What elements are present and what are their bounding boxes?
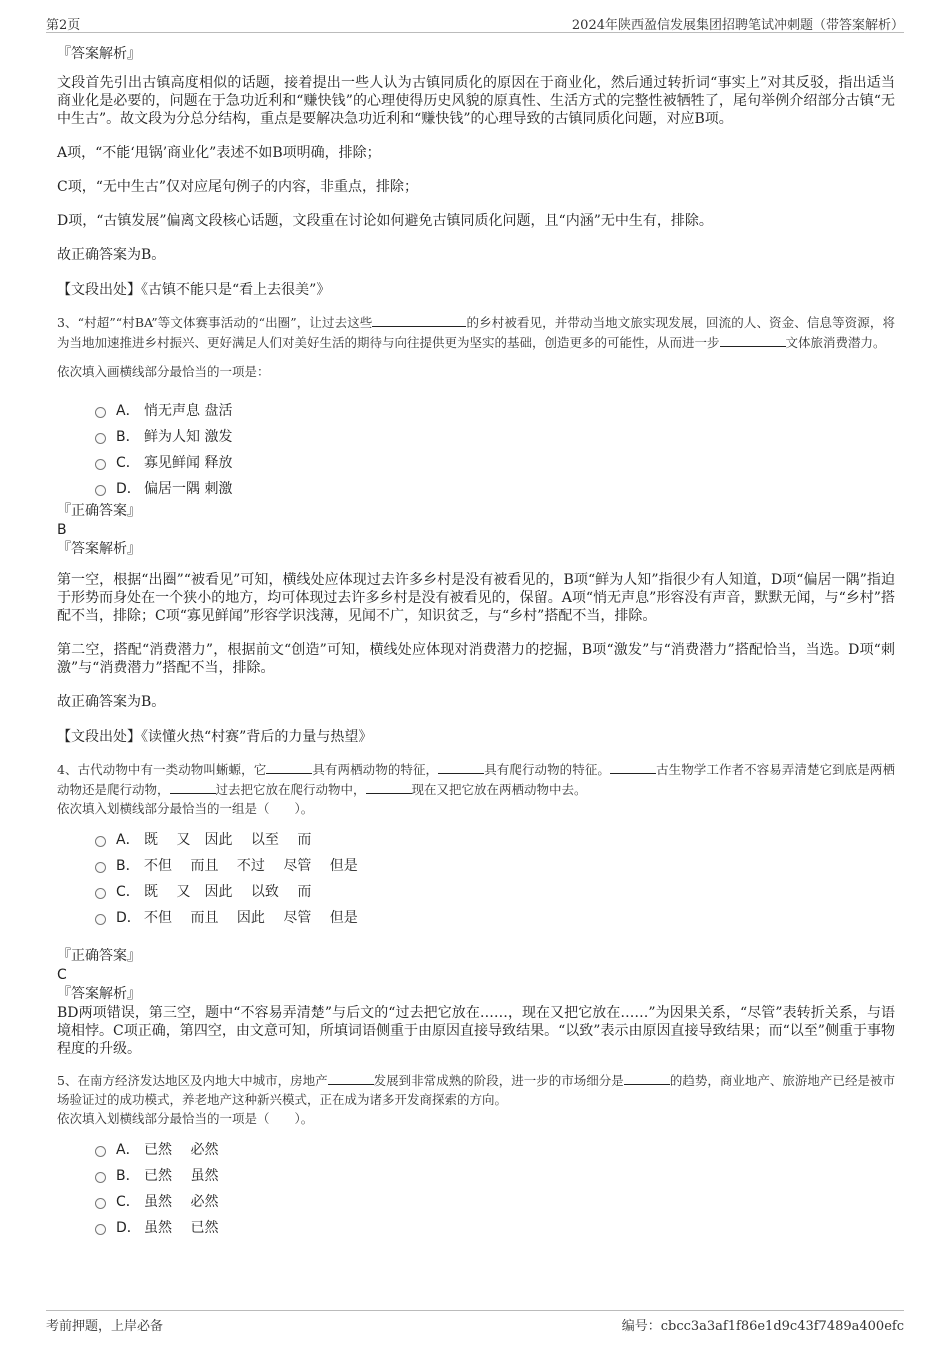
radio-icon[interactable] (95, 836, 106, 847)
page-header (46, 12, 904, 33)
analysis-paragraph: BD两项错误，第三空，题中“不容易弄清楚”与后文的“过去把它放在……，现在又把它放在……”为因果关系，“尽管”表转折关系，与语境相悖。C项正确，第四空，由文意可知，所填词语侧重于由原因直接导致结果。“以致”表示由原因直接导致结果；而“以至”侧重于事物程度的升级。 (57, 1005, 895, 1057)
conclusion: 故正确答案为B。 (57, 694, 166, 710)
page-content (57, 44, 895, 1240)
fill-blank (720, 332, 786, 347)
radio-icon[interactable] (95, 862, 106, 873)
option-a[interactable]: A． 已然 必然 (95, 1136, 895, 1162)
option-a[interactable]: A． 悄无声息 盘活 (95, 397, 895, 423)
radio-icon[interactable] (95, 1224, 106, 1235)
document-title: 2024年陕西盈信发展集团招聘笔试冲刺题（带答案解析） (571, 18, 904, 33)
fill-blank (266, 759, 312, 774)
radio-icon[interactable] (95, 1198, 106, 1209)
fill-blank (372, 312, 466, 327)
analysis-note-c: C项，“无中生古”仅对应尾句例子的内容，非重点，排除； (57, 179, 419, 195)
question-5-options (95, 1136, 895, 1240)
question-4-options (95, 826, 895, 930)
radio-icon[interactable] (95, 433, 106, 444)
option-d[interactable]: D． 不但 而且 因此 尽管 但是 (95, 904, 895, 930)
analysis-paragraph: 第二空，搭配“消费潜力”，根据前文“创造”可知，横线处应体现对消费潜力的挖掘，B项“激发”与“消费潜力”搭配恰当，当选。D项“刺激”与“消费潜力”搭配不当，排除。 (57, 642, 895, 676)
analysis-note-a: A项，“不能‘甩锅’商业化”表述不如B项明确，排除； (57, 145, 381, 161)
radio-icon[interactable] (95, 1172, 106, 1183)
correct-answer: C (57, 967, 67, 983)
document-code: 编号：cbcc3a3af1f86e1d9c43f7489a400efc (621, 1319, 904, 1334)
analysis-paragraph: 第一空，根据“出圈”“被看见”可知，横线处应体现过去许多乡村是没有被看见的，B项“鲜为人知”指很少有人知道，D项“偏居一隅”指迫于形势而身处在一个狭小的地方，均可体现过去许多乡村是没有被看见的，保留。A项“悄无声息”形容没有声音，默默无闻，与“乡村”搭配不当，排除；C项“寡见鲜闻”形容学识浅薄，见闻不广，知识贫乏，与“乡村”搭配不当，排除。 (57, 572, 895, 624)
option-b[interactable]: B． 鲜为人知 激发 (95, 423, 895, 449)
footer-slogan: 考前押题，上岸必备 (46, 1319, 164, 1334)
option-c[interactable]: C． 既 又 因此 以致 而 (95, 878, 895, 904)
correct-answer-tag: 『正确答案』 (57, 948, 141, 964)
radio-icon[interactable] (95, 1146, 106, 1157)
fill-blank (624, 1070, 670, 1085)
option-c[interactable]: C． 寡见鲜闻 释放 (95, 449, 895, 475)
radio-icon[interactable] (95, 914, 106, 925)
analysis-note-d: D项，“古镇发展”偏离文段核心话题，文段重在讨论如何避免古镇同质化问题，且“内涵”无中生有，排除。 (57, 213, 713, 229)
option-a[interactable]: A． 既 又 因此 以至 而 (95, 826, 895, 852)
option-d[interactable]: D． 偏居一隅 刺激 (95, 475, 895, 501)
radio-icon[interactable] (95, 459, 106, 470)
question-5-prompt: 依次填入划横线部分最恰当的一项是（ ）。 (57, 1111, 314, 1126)
analysis-tag: 『答案解析』 (57, 986, 141, 1002)
question-4-stem: 4、古代动物中有一类动物叫蜥螈，它 具有两栖动物的特征， 具有爬行动物的特征。 古生物学工作者不容易弄清楚它到底是两栖动物还是爬行动物， 过去把它放在爬行动物中， 现在又把它放在两栖动物中去。 (57, 759, 895, 799)
question-4-prompt: 依次填入划横线部分最恰当的一组是（ ）。 (57, 801, 314, 816)
question-3-prompt: 依次填入画横线部分最恰当的一项是： (57, 364, 270, 379)
question-3-options (95, 397, 895, 501)
correct-answer-tag: 『正确答案』 (57, 503, 141, 519)
fill-blank (366, 779, 412, 794)
correct-answer: B (57, 522, 67, 538)
source-citation: 【文段出处】《读懂火热“村赛”背后的力量与热望》 (57, 729, 373, 745)
radio-icon[interactable] (95, 485, 106, 496)
analysis-tag: 『答案解析』 (57, 541, 141, 557)
analysis-tag: 『答案解析』 (57, 46, 141, 62)
fill-blank (328, 1070, 374, 1085)
page-number: 第2页 (46, 18, 81, 33)
option-c[interactable]: C． 虽然 必然 (95, 1188, 895, 1214)
question-3-stem: 3、“村超”“村BA”等文体赛事活动的“出圈”，让过去这些 的乡村被看见，并带动当地文旅实现发展，回流的人、资金、信息等资源，将为当地加速推进乡村振兴、更好满足人们对美好生活的期待与向往提供更为坚实的基础，创造更多的可能性，从而进一步 文体旅消费潜力。 (57, 312, 895, 352)
conclusion: 故正确答案为B。 (57, 247, 166, 263)
option-d[interactable]: D． 虽然 已然 (95, 1214, 895, 1240)
fill-blank (438, 759, 484, 774)
question-5-stem: 5、在南方经济发达地区及内地大中城市，房地产 发展到非常成熟的阶段，进一步的市场细分是 的趋势，商业地产、旅游地产已经是被市场验证过的成功模式，养老地产这种新兴模式，正在成为诸多开发商探索的方向。 (57, 1070, 895, 1109)
source-citation: 【文段出处】《古镇不能只是“看上去很美”》 (57, 282, 331, 298)
fill-blank (170, 779, 216, 794)
option-b[interactable]: B． 已然 虽然 (95, 1162, 895, 1188)
option-b[interactable]: B． 不但 而且 不过 尽管 但是 (95, 852, 895, 878)
page-footer (46, 1310, 904, 1333)
radio-icon[interactable] (95, 407, 106, 418)
fill-blank (610, 759, 656, 774)
analysis-paragraph: 文段首先引出古镇高度相似的话题，接着提出一些人认为古镇同质化的原因在于商业化，然后通过转折词“事实上”对其反驳，指出适当商业化是必要的，问题在于急功近利和“赚快钱”的心理使得历史风貌的原真性、生活方式的完整性被牺牲了，尾句举例介绍部分古镇“无中生古”。故文段为分总分结构，重点是要解决急功近利和“赚快钱”的心理导致的古镇同质化问题，对应B项。 (57, 75, 895, 127)
radio-icon[interactable] (95, 888, 106, 899)
